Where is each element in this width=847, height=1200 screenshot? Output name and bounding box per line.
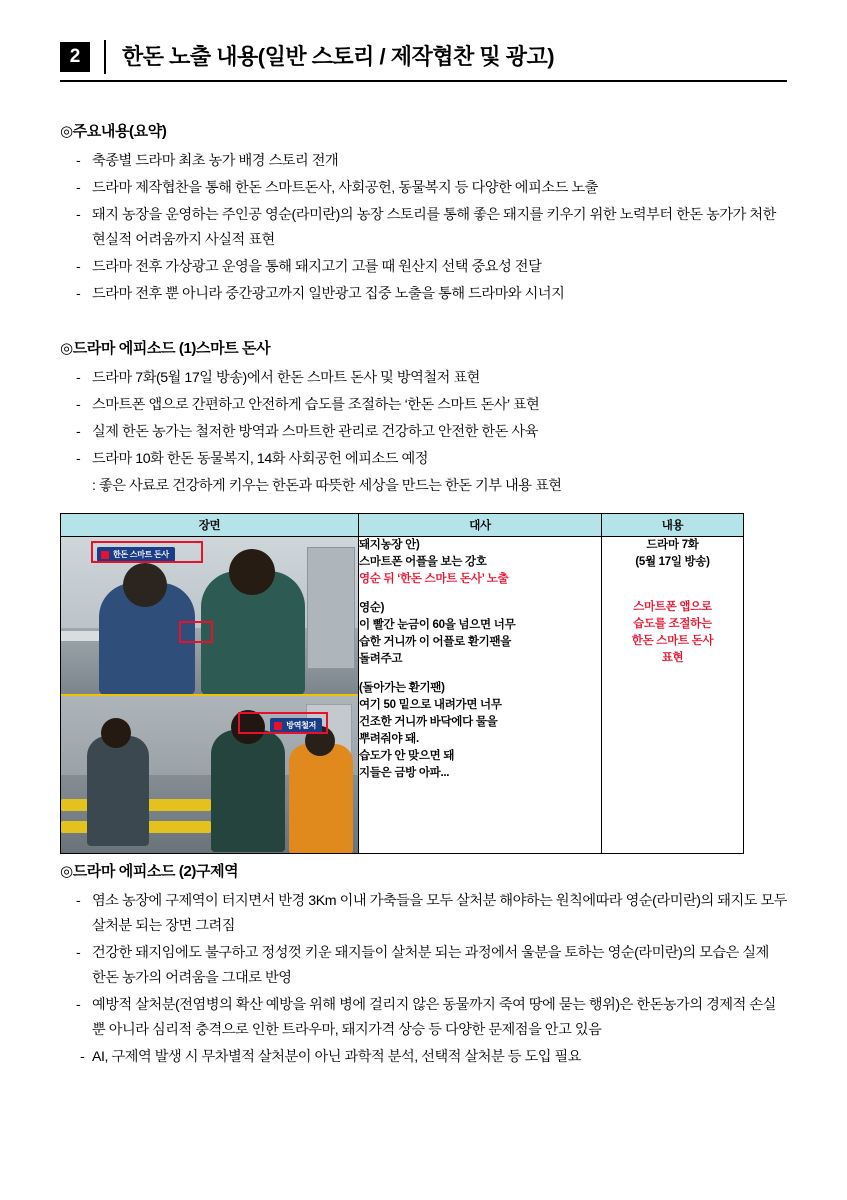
dash-marker: - [76,424,81,440]
column-header-scene: 장면 [61,514,359,537]
list-item [74,1045,787,1070]
list-item-text: 염소 농장에 구제역이 터지면서 반경 3Km 이내 가축들을 모두 살처분 해야하는 원칙에따라 영순(라미란)의 돼지도 모두 살처분 되는 장면 그려짐 [92,893,787,934]
dialog-cell [359,537,602,854]
list-item-text: 건강한 돼지임에도 불구하고 정성껏 키운 돼지들이 살처분 되는 과정에서 울분을 토하는 영순(라미란)의 모습은 실제 한돈 농가의 어려움을 그대로 반영 [92,945,769,986]
dash-marker: - [76,397,81,413]
list-item [74,393,787,418]
dash-marker: - [80,1049,85,1065]
dialog-line: 건조한 거니까 바닥에다 물을 [359,716,498,728]
list-item [74,447,787,472]
list-item [74,203,787,253]
list-item-text: 돼지 농장을 운영하는 주인공 영순(라미란)의 농장 스토리를 통해 좋은 돼지를 키우기 위한 노력부터 한돈 농가가 처한 현실적 어려움까지 사실적 표현 [92,207,776,248]
list-item-text: 드라마 전후 뿐 아니라 중간광고까지 일반광고 집중 노출을 통해 드라마와 시너지 [92,286,565,302]
dialog-line: 습한 거니까 이 어플로 환기팬을 [359,636,512,648]
list-item [74,941,787,991]
list-item [74,149,787,174]
list-item-text: 드라마 10화 한돈 동물복지, 14화 사회공헌 에피소드 예정 [92,451,429,467]
note-line-highlight: 습도를 조절하는 [633,618,712,630]
photo-person-left-head [101,718,131,748]
highlight-box-red [91,541,203,563]
smart-barn-banner: 한돈 스마트 돈사 [97,547,175,562]
page-title: 한돈 노출 내용(일반 스토리 / 제작협찬 및 광고) [104,40,554,74]
list-item-text: 예방적 살처분(전염병의 확산 예방을 위해 병에 걸리지 않은 동물까지 죽여 땅에 묻는 행위)은 한돈농가의 경제적 손실 뿐 아니라 심리적 충격으로 인한 트라우마, 돼지가격 상승 등 다양한 문제점을 안고 있음 [92,997,776,1038]
list-item-text: 드라마 전후 가상광고 운영을 통해 돼지고기 고를 때 원산지 선택 중요성 전달 [92,259,542,275]
section-heading-episode-1: ◎드라마 에피소드 (1)스마트 돈사 [60,340,271,357]
dash-marker: - [76,286,81,302]
dialog-line: (돌아가는 환기팬) [359,682,445,694]
photo-person-kangho-head [123,563,167,607]
list-item [74,282,787,307]
note-line-highlight: 표현 [661,652,684,664]
photo-person-youngsoon-head [229,549,275,595]
photo-door [307,547,355,669]
list-item-text: AI, 구제역 발생 시 무차별적 살처분이 아닌 과학적 분석, 선택적 살처분 등 도입 필요 [92,1049,582,1065]
page-header [60,40,787,82]
list-item-text: 스마트폰 앱으로 간편하고 안전하게 습도를 조절하는 ‘한돈 스마트 돈사’ 표현 [92,397,540,413]
list-item [74,993,787,1043]
section-heading-summary: ◎주요내용(요약) [60,123,167,140]
dash-marker: - [76,180,81,196]
episode-2-bullet-list [60,889,787,1070]
list-item [74,420,787,445]
list-item [74,474,787,499]
dialog-line: 습도가 안 맞으면 돼 [359,750,455,762]
list-item [74,889,787,939]
highlight-box-red [238,712,328,734]
dash-marker: - [76,451,81,467]
dash-marker: - [76,945,81,961]
dialog-speaker: 영순) [359,602,385,614]
dialog-line: 지들은 금방 아파... [359,767,450,779]
dialog-line: 이 빨간 눈금이 60을 넘으면 너무 [359,619,516,631]
table-row [61,537,744,854]
note-line: 드라마 7화 [646,539,699,551]
table-header-row [61,514,744,537]
dash-marker: - [76,207,81,223]
column-header-content: 내용 [602,514,744,537]
note-line-highlight: 스마트폰 앱으로 [633,601,712,613]
list-item-text: : 좋은 사료로 건강하게 키우는 한돈과 따뜻한 세상을 만드는 한돈 기부 내용 표현 [92,478,562,494]
note-line: (5월 17일 방송) [635,556,710,568]
dash-marker: - [76,893,81,909]
list-item-text: 축종별 드라마 최초 농가 배경 스토리 전개 [92,153,339,169]
dialog-line: 돌려주고 [359,653,403,665]
dialog-line: 스마트폰 어플을 보는 강호 [359,556,487,568]
photo-person-left [87,736,149,846]
section-heading-episode-2: ◎드라마 에피소드 (2)구제역 [60,863,239,880]
dialog-line: 돼지농장 안) [359,539,420,551]
list-item-text: 드라마 7화(5월 17일 방송)에서 한돈 스마트 돈사 및 방역철저 표현 [92,370,480,386]
scene-photo-smart-barn [61,537,358,694]
photo-person-center [211,730,285,852]
list-item-text: 실제 한돈 농가는 철저한 방역과 스마트한 관리로 건강하고 안전한 한돈 사육 [92,424,538,440]
section-number-badge: 2 [60,42,90,72]
dialog-line: 뿌려줘야 돼. [359,733,419,745]
episode-1-bullet-list [60,366,787,499]
highlight-box-phone [179,621,213,643]
summary-bullet-list [60,149,787,307]
dialog-line-highlight: 영순 뒤 ‘한돈 스마트 돈사’ 노출 [359,573,509,585]
photo-person-right [289,744,353,853]
scene-photos-cell [61,537,359,854]
note-cell [602,537,744,854]
dash-marker: - [76,153,81,169]
dash-marker: - [76,370,81,386]
dialog-line: 여기 50 밑으로 내려가면 너무 [359,699,502,711]
scene-table [60,513,744,854]
page-content [60,40,787,1072]
list-item-text: 드라마 제작협찬을 통해 한돈 스마트돈사, 사회공헌, 동물복지 등 다양한 에피소드 노출 [92,180,598,196]
biosecurity-banner: 방역철저 [270,718,322,733]
scene-photo-biosecurity [61,694,358,853]
dash-marker: - [76,997,81,1013]
dash-marker: - [76,259,81,275]
list-item [74,176,787,201]
list-item [74,255,787,280]
column-header-dialog: 대사 [359,514,602,537]
list-item [74,366,787,391]
note-line-highlight: 한돈 스마트 돈사 [631,635,714,647]
